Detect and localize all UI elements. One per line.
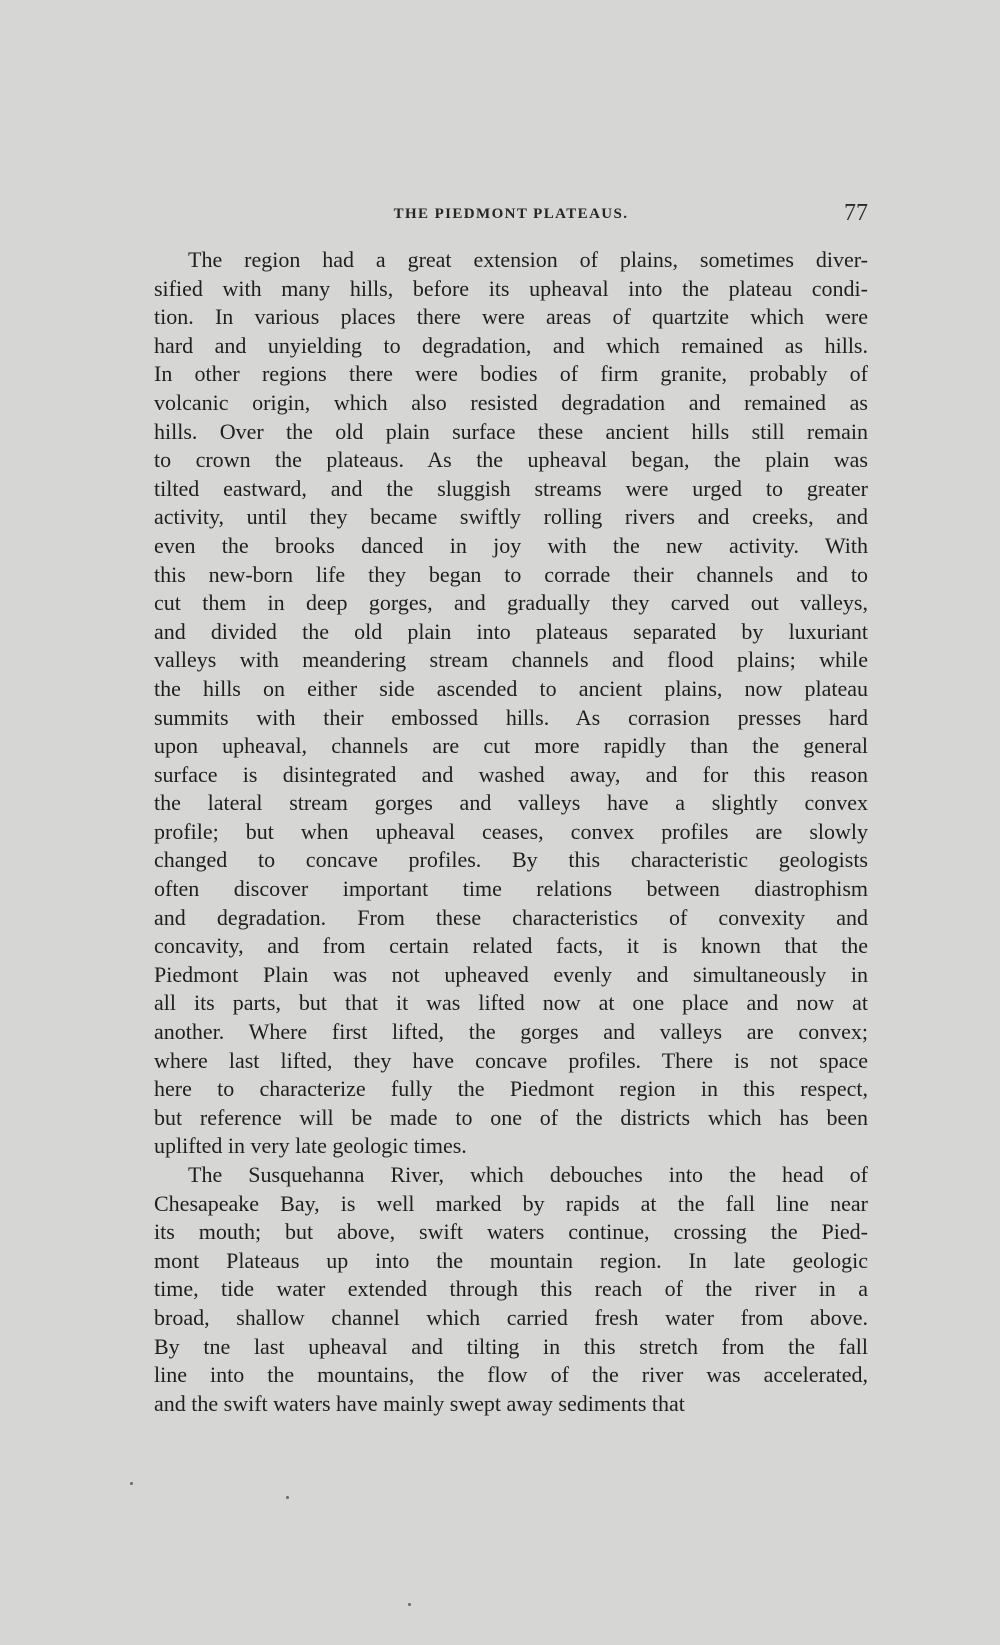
text-line: mont Plateaus up into the mountain region. In late geologic: [154, 1247, 868, 1273]
text-line: tion. In various places there were areas of quartzite which were: [154, 304, 868, 330]
text-line: its mouth; but above, swift waters continue, crossing the Pied-: [154, 1219, 868, 1245]
text-line: broad, shallow channel which carried fresh water from above.: [154, 1304, 868, 1330]
scan-speck: [130, 1482, 133, 1485]
text-line: and degradation. From these characteristics of convexity and: [154, 904, 868, 930]
paragraph: [154, 246, 868, 1161]
text-line: another. Where first lifted, the gorges and valleys are convex;: [154, 1019, 868, 1045]
text-line: and the swift waters have mainly swept away sediments that: [154, 1390, 685, 1416]
text-line: but reference will be made to one of the districts which has been: [154, 1104, 868, 1130]
text-line: By tne last upheaval and tilting in this stretch from the fall: [154, 1333, 868, 1359]
text-line: changed to concave profiles. By this characteristic geologists: [154, 847, 868, 873]
running-head: [154, 200, 868, 232]
text-line: summits with their embossed hills. As corrasion presses hard: [154, 704, 868, 730]
text-line: Piedmont Plain was not upheaved evenly and simultaneously in: [154, 961, 868, 987]
text-line: the lateral stream gorges and valleys have a slightly convex: [154, 790, 868, 816]
text-line: the hills on either side ascended to ancient plains, now plateau: [154, 675, 868, 701]
scan-speck: [286, 1496, 289, 1499]
text-line: hills. Over the old plain surface these ancient hills still remain: [154, 418, 868, 444]
page-number: 77: [844, 200, 868, 226]
text-line: time, tide water extended through this reach of the river in a: [154, 1276, 868, 1302]
body-text: [154, 246, 868, 1418]
text-line: profile; but when upheaval ceases, convex profiles are slowly: [154, 818, 868, 844]
text-line: sified with many hills, before its upheaval into the plateau condi-: [154, 275, 868, 301]
text-line: surface is disintegrated and washed away, and for this reason: [154, 761, 868, 787]
scan-speck: [408, 1603, 411, 1606]
text-line: The region had a great extension of plains, sometimes diver-: [188, 247, 868, 272]
text-line: cut them in deep gorges, and gradually they carved out valleys,: [154, 590, 868, 616]
text-line: and divided the old plain into plateaus separated by luxuriant: [154, 618, 868, 644]
text-line: uplifted in very late geologic times.: [154, 1133, 467, 1159]
text-line: concavity, and from certain related facts, it is known that the: [154, 933, 868, 959]
text-line: tilted eastward, and the sluggish streams were urged to greater: [154, 475, 868, 501]
text-line: line into the mountains, the flow of the river was accelerated,: [154, 1362, 868, 1388]
running-title: THE PIEDMONT PLATEAUS.: [393, 206, 629, 222]
text-line: The Susquehanna River, which debouches into the head of: [188, 1162, 868, 1187]
text-line: upon upheaval, channels are cut more rapidly than the general: [154, 733, 868, 759]
text-line: here to characterize fully the Piedmont region in this respect,: [154, 1076, 868, 1102]
text-line: In other regions there were bodies of firm granite, probably of: [154, 361, 868, 387]
text-line: volcanic origin, which also resisted degradation and remained as: [154, 389, 868, 415]
text-line: even the brooks danced in joy with the new activity. With: [154, 532, 868, 558]
text-line: this new-born life they began to corrade their channels and to: [154, 561, 868, 587]
paragraph: [154, 1161, 868, 1418]
text-line: Chesapeake Bay, is well marked by rapids at the fall line near: [154, 1190, 868, 1216]
text-line: to crown the plateaus. As the upheaval began, the plain was: [154, 447, 868, 473]
text-line: activity, until they became swiftly rolling rivers and creeks, and: [154, 504, 868, 530]
text-line: hard and unyielding to degradation, and which remained as hills.: [154, 332, 868, 358]
text-line: where last lifted, they have concave profiles. There is not space: [154, 1047, 868, 1073]
text-line: all its parts, but that it was lifted now at one place and now at: [154, 990, 868, 1016]
text-line: often discover important time relations between diastrophism: [154, 876, 868, 902]
text-line: valleys with meandering stream channels and flood plains; while: [154, 647, 868, 673]
